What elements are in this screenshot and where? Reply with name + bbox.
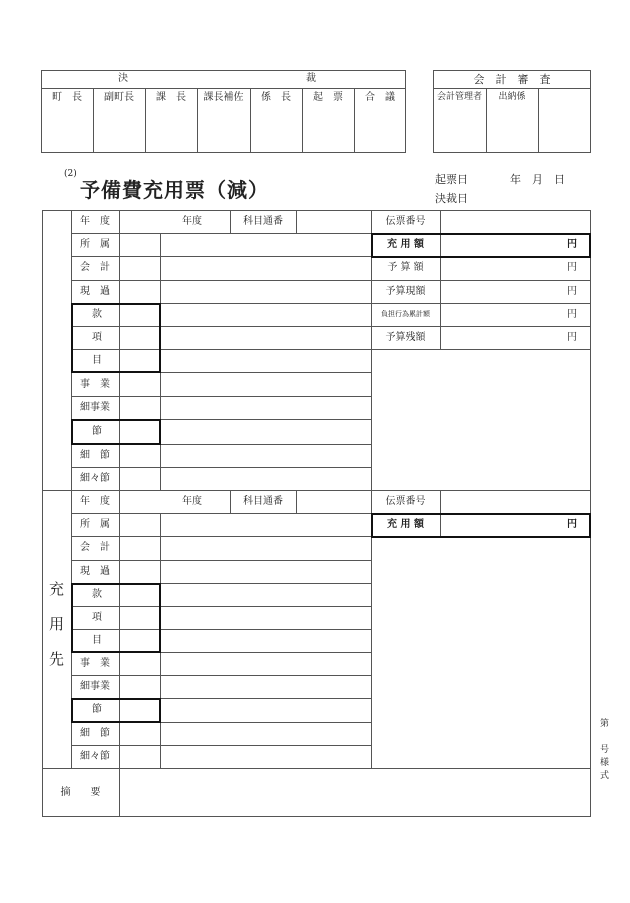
yen-unit: 円 — [567, 332, 577, 343]
fiscal-year-unit: 年度 — [182, 496, 202, 507]
right-label: 予算残額 — [385, 332, 426, 343]
row-label: 所 属 — [80, 239, 110, 250]
row-label: 節 — [92, 704, 102, 715]
right-label: 充 用 額 — [387, 239, 424, 250]
row-label: 事 業 — [80, 379, 110, 390]
approval-col-mayor: 町 長 — [52, 92, 82, 103]
row-label: 年 度 — [80, 496, 110, 507]
right-label: 負担行為累計額 — [381, 310, 430, 318]
row-label: 細 節 — [80, 728, 110, 739]
approval-col-drafter: 起 票 — [313, 92, 343, 103]
row-label: 項 — [92, 332, 102, 343]
yen-unit: 円 — [567, 519, 577, 530]
approval-col-section-chief: 課 長 — [156, 92, 186, 103]
row-label: 細 節 — [80, 450, 110, 461]
row-label: 事 業 — [80, 658, 110, 669]
lower-kan-kou-moku-box — [71, 583, 161, 653]
row-label: 細々節 — [80, 473, 110, 484]
audit-header: 会 計 審 査 — [473, 73, 551, 86]
row-label: 目 — [92, 635, 102, 646]
yen-unit: 円 — [567, 309, 577, 320]
side-label-char: 先 — [49, 650, 65, 668]
right-label: 充 用 額 — [387, 519, 424, 530]
approval-header-right: 裁 — [306, 73, 316, 84]
form-title: 予備費充用票（減） — [80, 178, 269, 202]
row-label: 会 計 — [80, 262, 110, 273]
yen-unit: 円 — [567, 239, 577, 250]
row-label: 現 過 — [80, 566, 110, 577]
audit-col-accounting-manager: 会計管理者 — [436, 92, 482, 102]
row-label: 細事業 — [80, 681, 110, 692]
row-label: 細々節 — [80, 751, 110, 762]
row-label: 年 度 — [80, 216, 110, 227]
summary-label: 摘 要 — [60, 787, 101, 798]
right-label: 伝票番号 — [385, 496, 426, 507]
yen-unit: 円 — [567, 262, 577, 273]
fiscal-year-unit: 年度 — [182, 216, 202, 227]
draft-date-label: 起票日 — [435, 173, 468, 186]
lower-setsu-box — [71, 698, 161, 723]
approval-col-deputy-mayor: 副町長 — [104, 92, 134, 103]
yen-unit: 円 — [567, 286, 577, 297]
side-label-char: 充 — [49, 580, 65, 598]
approval-col-consultation: 合 議 — [365, 92, 395, 103]
row-label: 目 — [92, 355, 102, 366]
subject-code-label: 科目通番 — [243, 496, 283, 507]
row-label: 所 属 — [80, 519, 110, 530]
row-label: 会 計 — [80, 542, 110, 553]
row-label: 款 — [92, 309, 102, 320]
decision-date-label: 決裁日 — [435, 192, 468, 205]
right-label: 予算現額 — [385, 286, 426, 297]
row-label: 款 — [92, 589, 102, 600]
upper-setsu-box — [71, 419, 161, 445]
right-label: 予 算 額 — [387, 262, 424, 273]
approval-col-assistant-chief: 課長補佐 — [203, 92, 244, 103]
draft-date-units: 年 月 日 — [510, 173, 565, 186]
row-label: 項 — [92, 612, 102, 623]
row-label: 細事業 — [80, 402, 110, 413]
approval-col-unit-chief: 係 長 — [261, 92, 291, 103]
form-style-note: 第 号様式 — [598, 718, 608, 783]
row-label: 節 — [92, 426, 102, 437]
subject-code-label: 科目通番 — [243, 216, 283, 227]
upper-kan-kou-moku-box — [71, 303, 161, 373]
right-label: 伝票番号 — [385, 216, 426, 227]
side-label-char: 用 — [49, 615, 65, 633]
form-number: (2) — [64, 169, 77, 179]
audit-col-cashier: 出納係 — [498, 92, 526, 102]
approval-header-left: 決 — [118, 73, 128, 84]
row-label: 現 過 — [80, 286, 110, 297]
